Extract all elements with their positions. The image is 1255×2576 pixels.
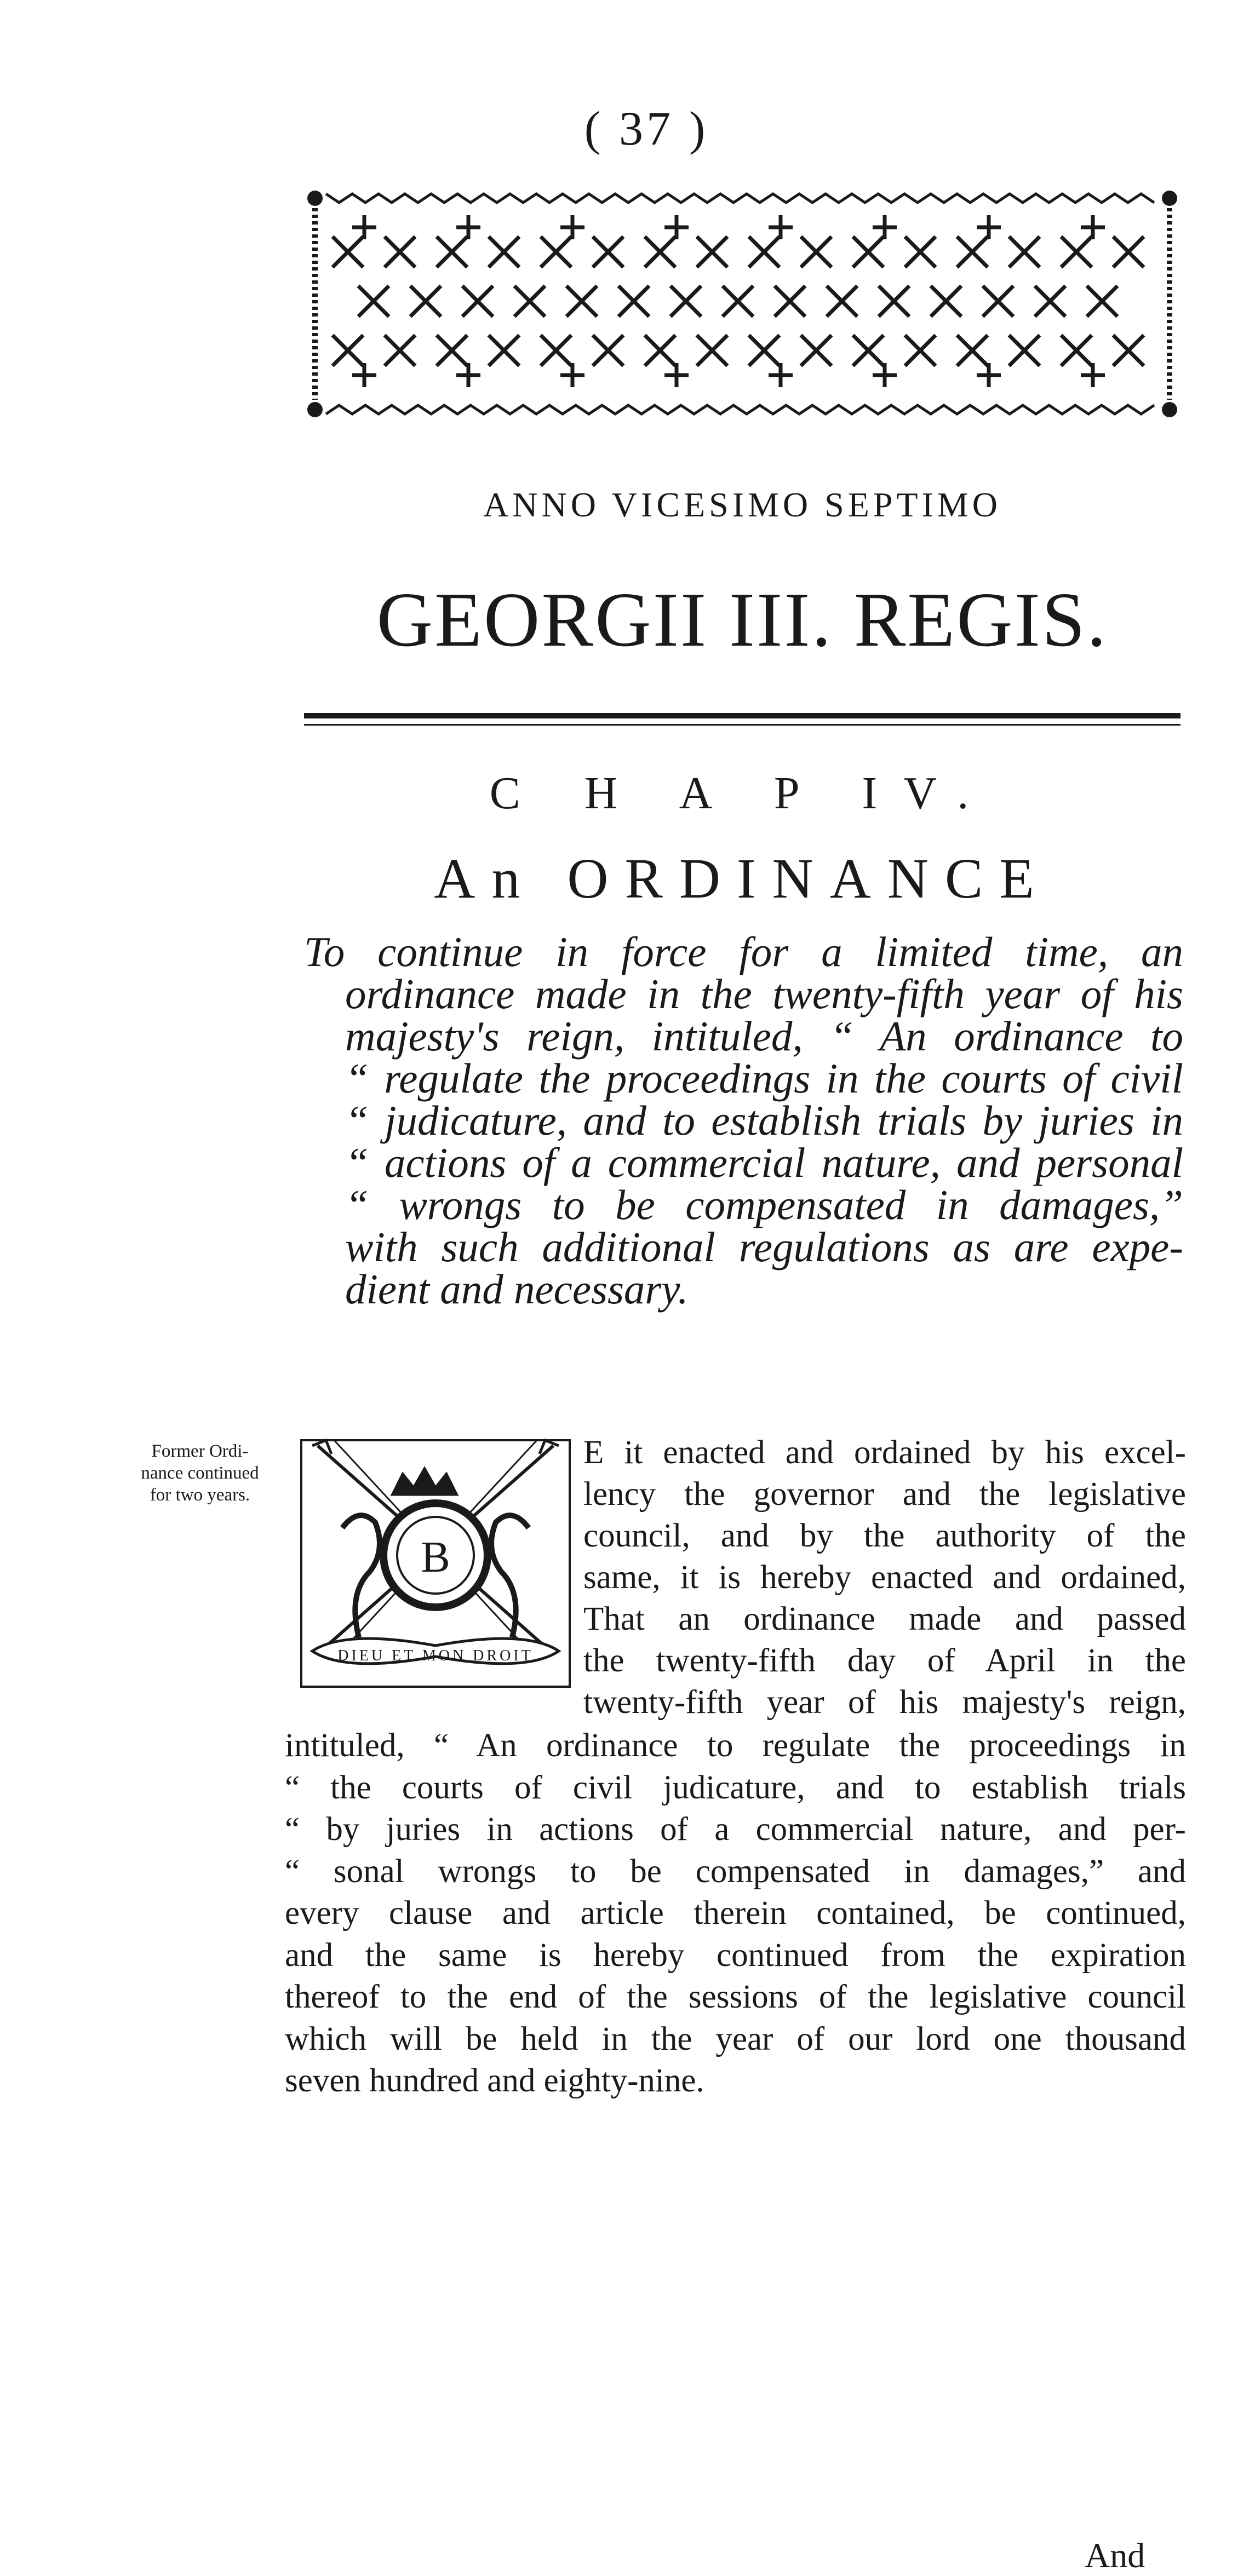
lattice-cross (931, 286, 961, 317)
body-line: twenty-fifth year of his majesty's reign, (583, 1684, 1186, 1721)
flower-ornament (977, 215, 1001, 239)
ornamental-headpiece (304, 186, 1180, 422)
lattice-cross (801, 335, 832, 366)
lattice-cross (879, 286, 909, 317)
lattice-cross (593, 335, 623, 366)
lattice-cross (541, 237, 571, 267)
preamble-line: ordinance made in the twenty-fifth year of his (345, 970, 1183, 1017)
lattice-cross (618, 286, 649, 317)
lattice-cross (462, 286, 493, 317)
lattice-cross (905, 237, 936, 267)
lattice-cross (723, 286, 753, 317)
marginal-note-line: Former Ordi- (151, 1441, 249, 1461)
flower-ornament (664, 215, 689, 239)
body-line: “ sonal wrongs to be compensated in damages,” and (285, 1853, 1186, 1890)
body-line: council, and by the authority of the (583, 1517, 1186, 1554)
lattice-cross (541, 335, 571, 366)
flower-ornament (456, 215, 480, 239)
preamble-line: “ judicature, and to establish trials by juries in (345, 1097, 1183, 1144)
corner-rosette (1162, 191, 1177, 206)
marginal-note-line: for two years. (150, 1485, 250, 1505)
body-line: and the same is hereby continued from the expiration (285, 1936, 1186, 1974)
flower-ornament (769, 363, 793, 387)
flower-ornament (1081, 215, 1105, 239)
lattice-cross (410, 286, 441, 317)
ordinance-title: An ORDINANCE (434, 847, 1051, 910)
body-line: lency the governor and the legislative (583, 1476, 1186, 1513)
flower-ornament (560, 215, 584, 239)
ordinance-preamble (304, 928, 1183, 1313)
lattice-cross (983, 286, 1013, 317)
body-line: same, it is hereby enacted and ordained, (583, 1559, 1186, 1596)
regnal-year-heading: ANNO VICESIMO SEPTIMO (483, 485, 1001, 524)
arms-motto: DIEU ET MON DROIT (337, 1647, 534, 1664)
lattice-cross (957, 335, 988, 366)
corner-rosette (307, 191, 323, 206)
lattice-cross (1061, 237, 1092, 267)
lattice-cross (593, 237, 623, 267)
lattice-cross (385, 335, 415, 366)
page-number: ( 37 ) (584, 102, 709, 156)
body-line: E it enacted and ordained by his excel- (583, 1434, 1186, 1471)
lattice-cross (358, 286, 389, 317)
preamble-line: “ wrongs to be compensated in damages,” (345, 1181, 1183, 1228)
lattice-cross (566, 286, 597, 317)
flower-ornament (1081, 363, 1105, 387)
flower-ornament (664, 363, 689, 387)
flower-ornament (873, 215, 897, 239)
lattice-cross (1035, 286, 1065, 317)
lattice-cross (437, 237, 467, 267)
royal-arms-initial (296, 1435, 575, 1692)
lattice-cross (645, 335, 675, 366)
body-line: “ the courts of civil judicature, and to establish trials (285, 1769, 1186, 1806)
flower-ornament (352, 363, 376, 387)
marginal-note (110, 1440, 290, 1506)
flower-ornament (769, 215, 793, 239)
flower-ornament (352, 215, 376, 239)
lattice-cross (801, 237, 832, 267)
preamble-line: with such additional regulations as are expe- (345, 1223, 1183, 1270)
preamble-line: To continue in force for a limited time, an (304, 928, 1183, 975)
catchword: And (1085, 2536, 1145, 2575)
body-line: seven hundred and eighty-nine. (285, 2062, 704, 2099)
flower-ornament (873, 363, 897, 387)
flower-ornament (456, 363, 480, 387)
lattice-cross (749, 335, 780, 366)
enacting-clause-first-lines (583, 1432, 1186, 1723)
lattice-cross (775, 286, 805, 317)
corner-rosette (1162, 402, 1177, 417)
lattice-cross (645, 237, 675, 267)
lattice-cross (1009, 335, 1040, 366)
body-line: intituled, “ An ordinance to regulate the proceedings in (285, 1727, 1186, 1764)
initial-letter: B (421, 1533, 450, 1582)
reign-heading: GEORGII III. REGIS. (376, 576, 1108, 663)
lattice-cross (697, 237, 727, 267)
body-line: “ by juries in actions of a commercial nature, and per- (285, 1811, 1186, 1848)
lattice-cross (957, 237, 988, 267)
body-line: which will be held in the year of our lord one thousand (285, 2020, 1186, 2057)
body-line: every clause and article therein contained, be continued, (285, 1895, 1186, 1931)
lattice-cross (1009, 237, 1040, 267)
lattice-cross (1113, 335, 1144, 366)
lattice-cross (827, 286, 857, 317)
corner-rosette (307, 402, 323, 417)
body-line: That an ordinance made and passed (583, 1601, 1186, 1637)
preamble-line: “ actions of a commercial nature, and personal (345, 1139, 1183, 1186)
body-line: thereof to the end of the sessions of the legislative council (285, 1979, 1186, 2015)
lattice-cross (489, 237, 519, 267)
thin-rule (304, 724, 1180, 726)
lattice-cross (905, 335, 936, 366)
enacting-clause-continued (285, 1725, 1186, 2102)
lattice-cross (749, 237, 780, 267)
lattice-cross (333, 237, 363, 267)
lattice-cross (853, 237, 884, 267)
lattice-cross (671, 286, 701, 317)
preamble-line: dient and necessary. (345, 1266, 689, 1313)
lattice-cross (1087, 286, 1118, 317)
lattice-cross (1061, 335, 1092, 366)
thick-rule (304, 713, 1180, 718)
lattice-cross (333, 335, 363, 366)
body-line: the twenty-fifth day of April in the (583, 1642, 1186, 1679)
marginal-note-line: nance continued (141, 1463, 259, 1483)
flower-ornament (560, 363, 584, 387)
lattice-cross (514, 286, 545, 317)
flower-ornament (977, 363, 1001, 387)
lattice-cross (1113, 237, 1144, 267)
preamble-line: majesty's reign, intituled, “ An ordinance to (345, 1013, 1183, 1060)
lattice-cross (489, 335, 519, 366)
lattice-cross (697, 335, 727, 366)
chapter-heading: C H A P IV. (489, 768, 995, 819)
lattice-cross (437, 335, 467, 366)
lattice-cross (385, 237, 415, 267)
preamble-line: “ regulate the proceedings in the courts of civil (345, 1055, 1183, 1102)
lattice-cross (853, 335, 884, 366)
